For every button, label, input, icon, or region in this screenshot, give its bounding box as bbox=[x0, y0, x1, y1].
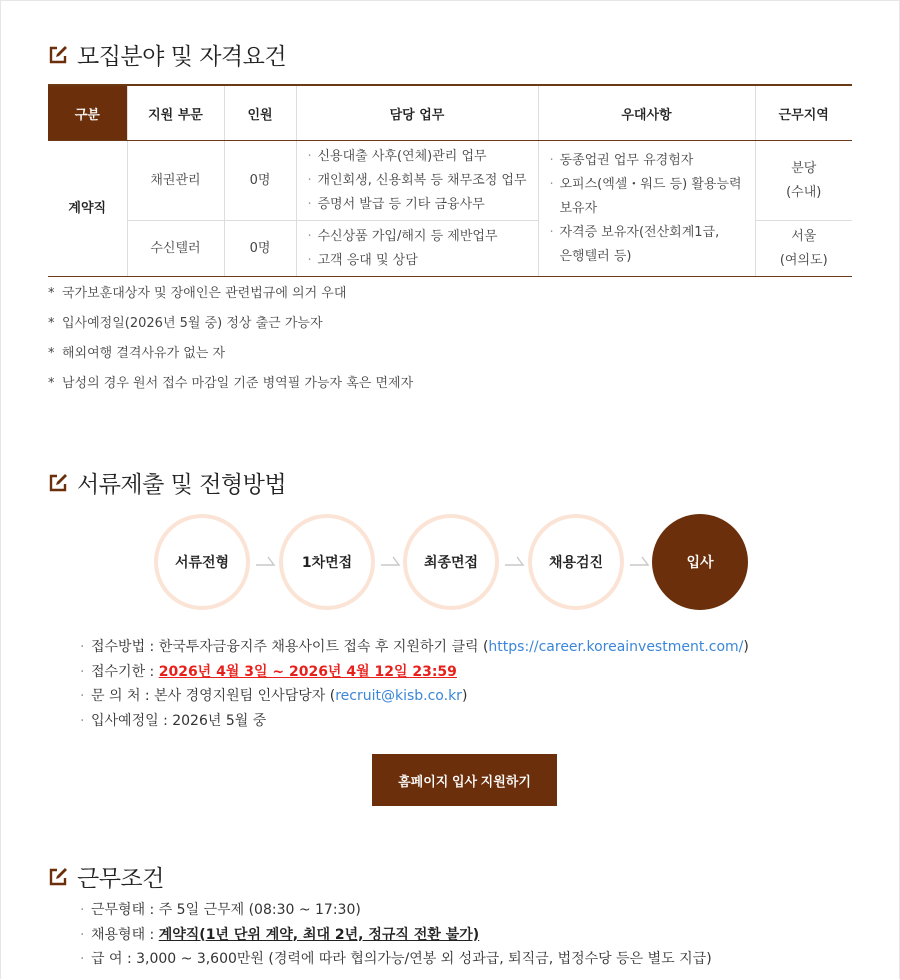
deadline-label: 접수기한 : bbox=[91, 663, 159, 680]
method-suffix: ) bbox=[743, 639, 749, 655]
note-item bbox=[48, 284, 413, 314]
list-item bbox=[80, 710, 749, 735]
conditions-list bbox=[80, 899, 712, 973]
list-item: · 개인회생, 신용회복 등 채무조정 업무 bbox=[308, 169, 537, 193]
arrow-right-icon bbox=[380, 553, 402, 567]
list-item: · 동종업권 업무 유경험자 bbox=[550, 149, 754, 173]
step-document-screening: 서류전형 bbox=[154, 514, 250, 610]
process-section-title bbox=[48, 466, 286, 499]
conditions-section-title bbox=[48, 860, 164, 893]
duties-cell bbox=[296, 141, 538, 221]
table-row bbox=[48, 141, 852, 221]
arrow-right-icon bbox=[504, 553, 526, 567]
note-text: 남성의 경우 원서 접수 마감일 기준 병역필 가능자 혹은 면제자 bbox=[62, 376, 414, 391]
list-item: · 고객 응대 및 상담 bbox=[308, 249, 537, 273]
count-cell: 0명 bbox=[224, 221, 296, 277]
header-preferred: 우대사항 bbox=[538, 85, 755, 141]
preferred-cell bbox=[538, 141, 755, 277]
preferred-list bbox=[540, 149, 754, 269]
contact-email-link[interactable]: recruit@kisb.co.kr bbox=[335, 688, 462, 704]
note-marker: * bbox=[48, 376, 55, 391]
contact-suffix: ) bbox=[461, 688, 468, 704]
section-title-text: 모집분야 및 자격요건 bbox=[77, 44, 287, 70]
list-item: · 오피스(엑셀・워드 등) 활용능력 bbox=[550, 173, 754, 197]
notes-list bbox=[48, 284, 413, 404]
step-final-interview: 최종면접 bbox=[403, 514, 499, 610]
list-item bbox=[80, 636, 749, 661]
category-cell: 계약직 bbox=[48, 141, 127, 277]
list-item bbox=[80, 899, 712, 924]
dept-cell: 수신텔러 bbox=[127, 221, 224, 277]
location-city: 분당 bbox=[791, 160, 817, 176]
edit-icon bbox=[48, 45, 68, 65]
note-item bbox=[48, 344, 413, 374]
section-title-text: 근무조건 bbox=[77, 866, 164, 892]
header-count: 인원 bbox=[224, 85, 296, 141]
duties-list bbox=[298, 145, 537, 217]
duties-list bbox=[298, 225, 537, 273]
list-item bbox=[80, 948, 712, 973]
dept-cell: 채권관리 bbox=[127, 141, 224, 221]
list-item: · 자격증 보유자(전산회계1급, bbox=[550, 221, 754, 245]
header-category: 구분 bbox=[48, 85, 127, 141]
section-title-text: 서류제출 및 전형방법 bbox=[77, 472, 287, 498]
note-text: 해외여행 결격사유가 없는 자 bbox=[62, 346, 226, 361]
note-marker: * bbox=[48, 316, 55, 331]
arrow-right-icon bbox=[629, 553, 651, 567]
requirements-table bbox=[48, 84, 852, 277]
location-area: (여의도) bbox=[779, 252, 828, 268]
employment-value: 계약직(1년 단위 계약, 최대 2년, 정규직 전환 불가) bbox=[158, 926, 480, 943]
edit-icon bbox=[48, 867, 68, 887]
note-marker: * bbox=[48, 346, 55, 361]
list-item: · 증명서 발급 등 기타 금융사무 bbox=[308, 193, 537, 217]
requirements-section-title bbox=[48, 38, 286, 71]
list-item: · 수신상품 가입/해지 등 제반업무 bbox=[308, 225, 537, 249]
work-type: 근무형태 : 주 5일 근무제 (08:30 ~ 17:30) bbox=[91, 902, 361, 918]
location-area: (수내) bbox=[786, 184, 822, 200]
deadline-value: 2026년 4월 3일 ~ 2026년 4월 12일 23:59 bbox=[158, 663, 457, 680]
arrow-right-icon bbox=[255, 553, 277, 567]
list-item-continuation: 보유자 bbox=[559, 200, 598, 216]
career-site-link[interactable]: https://career.koreainvestment.com/ bbox=[488, 639, 744, 655]
header-dept: 지원 부문 bbox=[127, 85, 224, 141]
method-label: 접수방법 : 한국투자금융지주 채용사이트 접속 후 지원하기 클릭 ( bbox=[91, 639, 489, 655]
step-first-interview: 1차면접 bbox=[279, 514, 375, 610]
note-marker: * bbox=[48, 286, 55, 301]
header-location: 근무지역 bbox=[755, 85, 852, 141]
list-item-continuation: 은행텔러 등) bbox=[559, 248, 632, 264]
duties-cell bbox=[296, 221, 538, 277]
employment-label: 채용형태 : bbox=[91, 926, 159, 943]
list-item: · 신용대출 사후(연체)관리 업무 bbox=[308, 145, 537, 169]
note-item bbox=[48, 374, 413, 404]
list-item bbox=[80, 924, 712, 949]
contact-label: 문 의 처 : 본사 경영지원팀 인사담당자 ( bbox=[91, 688, 336, 704]
count-cell: 0명 bbox=[224, 141, 296, 221]
step-join: 입사 bbox=[652, 514, 748, 610]
step-medical-check: 채용검진 bbox=[528, 514, 624, 610]
note-text: 국가보훈대상자 및 장애인은 관련법규에 의거 우대 bbox=[62, 286, 347, 301]
apply-button[interactable]: 홈페이지 입사 지원하기 bbox=[372, 754, 557, 806]
note-text: 입사예정일(2026년 5월 중) 정상 출근 가능자 bbox=[62, 316, 323, 331]
location-city: 서울 bbox=[791, 228, 817, 244]
application-info-list bbox=[80, 636, 749, 734]
start-date: 입사예정일 : 2026년 5월 중 bbox=[91, 712, 267, 729]
list-item bbox=[80, 685, 749, 710]
note-item bbox=[48, 314, 413, 344]
salary: 급 여 : 3,000 ~ 3,600만원 (경력에 따라 협의가능/연봉 외 성과급, 퇴직금, 법정수당 등은 별도 지급) bbox=[91, 951, 712, 967]
list-item bbox=[80, 661, 749, 686]
edit-icon bbox=[48, 473, 68, 493]
table-header-row bbox=[48, 85, 852, 141]
location-cell bbox=[755, 141, 852, 221]
header-duties: 담당 업무 bbox=[296, 85, 538, 141]
location-cell bbox=[755, 221, 852, 277]
